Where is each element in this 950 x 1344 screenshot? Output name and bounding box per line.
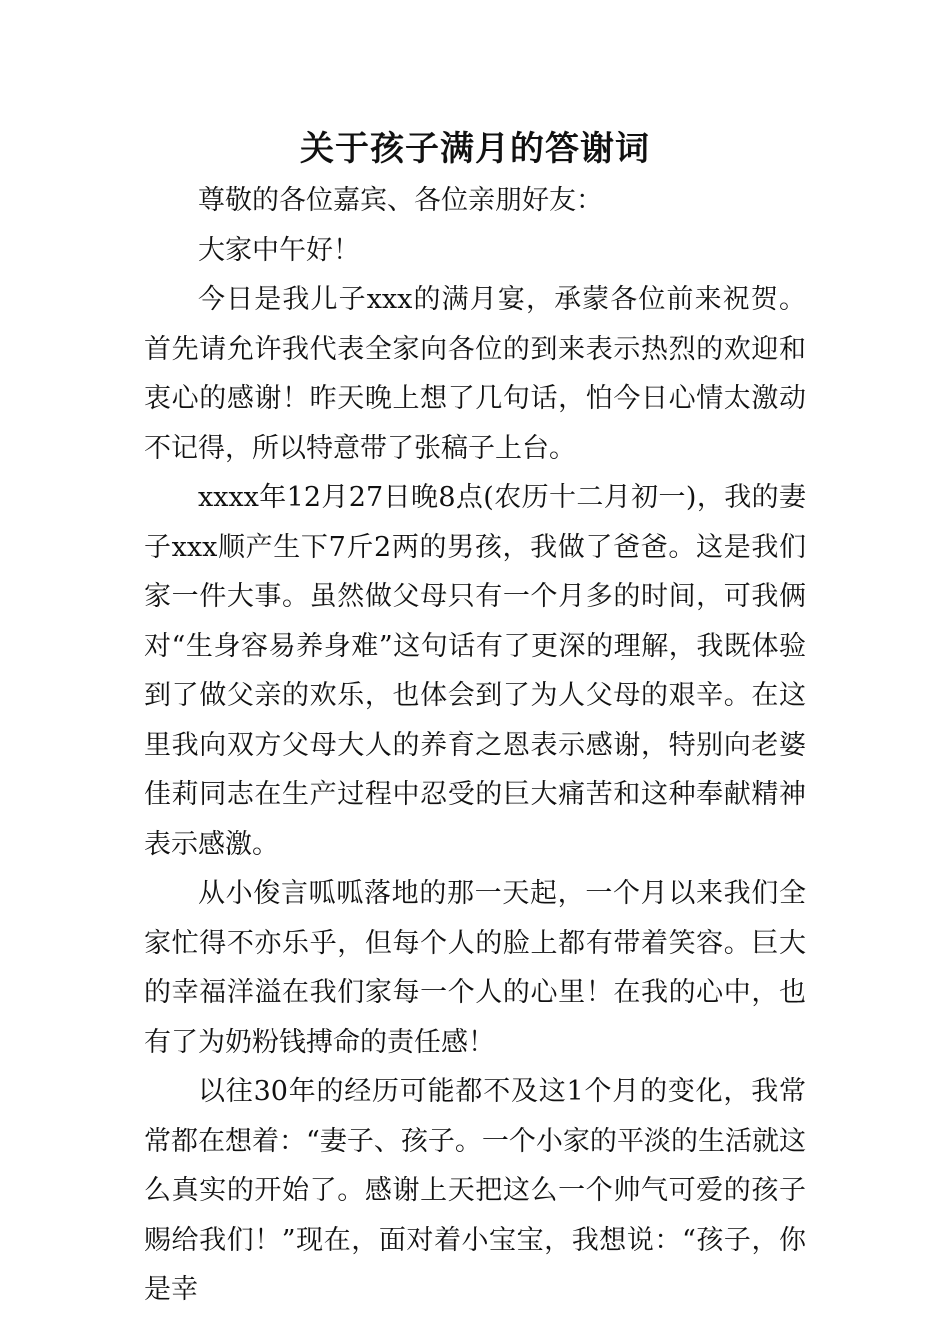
body-paragraph: xxxx年12月27日晚8点(农历十二月初一)，我的妻子xxx顺产生下7斤2两的男孩，我做了爸爸。这是我们家一件大事。虽然做父母只有一个月多的时间，可我俩对“生身容易养身难”这句话有了更深的理解，我既体验到了做父亲的欢乐，也体会到了为人父母的艰辛。在这里我向双方父母大人的养育之恩表示感谢，特别向老婆佳莉同志在生产过程中忍受的巨大痛苦和这种奉献精神表示感激。: [144, 482, 806, 860]
body-paragraph: 以往30年的经历可能都不及这1个月的变化，我常常都在想着：“妻子、孩子。一个小家的平淡的生活就这么真实的开始了。感谢上天把这么一个帅气可爱的孩子赐给我们！”现在，面对着小宝宝，我想说：“孩子，你是幸: [144, 1076, 806, 1305]
body-paragraph: 今日是我儿子xxx的满月宴，承蒙各位前来祝贺。首先请允许我代表全家向各位的到来表示热烈的欢迎和衷心的感谢！昨天晚上想了几句话，怕今日心情太激动不记得，所以特意带了张稿子上台。: [144, 284, 806, 464]
document-title: 关于孩子满月的答谢词: [300, 129, 650, 169]
greeting-paragraph: 大家中午好！: [198, 234, 360, 266]
body-paragraph: 从小俊言呱呱落地的那一天起，一个月以来我们全家忙得不亦乐乎，但每个人的脸上都有带着笑容。巨大的幸福洋溢在我们家每一个人的心里！在我的心中，也有了为奶粉钱搏命的责任感！: [144, 878, 806, 1058]
document-body: [144, 176, 806, 1315]
salutation-paragraph: 尊敬的各位嘉宾、各位亲朋好友：: [198, 185, 603, 216]
